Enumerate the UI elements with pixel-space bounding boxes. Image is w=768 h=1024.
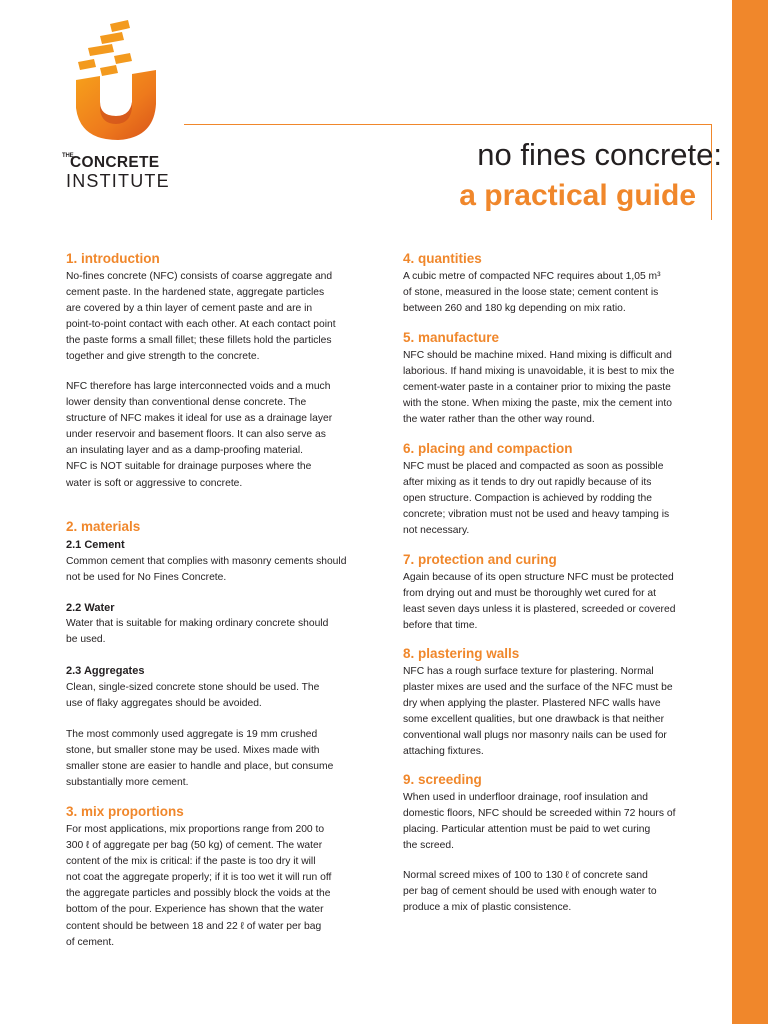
logo-concrete-text: CONCRETE: [70, 154, 160, 171]
screeding-paragraph-2: Normal screed mixes of 100 to 130 ℓ of concrete sand per bag of cement should be used with enough water to produce a mix of plastic consistence.: [403, 870, 657, 914]
document-title: no fines concrete:: [477, 137, 722, 172]
subheading-water: 2.2 Water: [66, 602, 115, 614]
section-heading-protection-curing: 7. protection and curing: [403, 552, 557, 567]
logo-institute-text: INSTITUTE: [66, 171, 170, 191]
orange-side-bar: [732, 0, 768, 1024]
manufacture-paragraph: NFC should be machine mixed. Hand mixing is difficult and laborious. If hand mixing is unavoidable, it is best to mix the cement-water paste in a container prior to mixing the paste with the stone. When mixing the paste, mix the cement into the water rather than the other way round.: [403, 350, 675, 426]
section-heading-plastering-walls: 8. plastering walls: [403, 646, 520, 661]
introduction-paragraph-2: NFC therefore has large interconnected voids and a much lower density than conventional dense concrete. The structure of NFC makes it ideal for use as a drainage layer under reservoir and basement floors. It can also serve as an insulating layer and as a damp-proofing material. NFC is NOT suitable for drainage purposes where the water is soft or aggressive to concrete.: [66, 381, 333, 489]
introduction-paragraph-1: No-fines concrete (NFC) consists of coarse aggregate and cement paste. In the hardened state, aggregate particles are covered by a thin layer of cement paste and are in point-to-point contact with each other. At each contact point the paste forms a small fillet; these fillets hold the particles together and give strength to the concrete.: [66, 271, 336, 363]
document-subtitle: a practical guide: [459, 179, 696, 212]
logo-mark-icon: [70, 18, 180, 148]
logo-the-text: THE: [62, 153, 74, 159]
protection-curing-paragraph: Again because of its open structure NFC must be protected from drying out and must be thoroughly wet cured for at least seven days unless it is plastered, screeded or covered before that time.: [403, 572, 676, 632]
section-heading-placing-compaction: 6. placing and compaction: [403, 441, 573, 456]
section-heading-manufacture: 5. manufacture: [403, 330, 500, 345]
screeding-paragraph-1: When used in underfloor drainage, roof insulation and domestic floors, NFC should be screeded within 72 hours of placing. Particular attention must be paid to wet curing the screed.: [403, 792, 676, 852]
aggregates-paragraph-2: The most commonly used aggregate is 19 mm crushed stone, but smaller stone may be used. Mixes made with smaller stone are easier to handle and place, but consume substantially more cement.: [66, 729, 334, 789]
subheading-aggregates: 2.3 Aggregates: [66, 665, 145, 677]
section-heading-screeding: 9. screeding: [403, 772, 482, 787]
cement-paragraph: Common cement that complies with masonry cements should not be used for No Fines Concrete.: [66, 556, 347, 584]
placing-compaction-paragraph: NFC must be placed and compacted as soon as possible after mixing as it tends to dry out rapidly because of its open structure. Compaction is achieved by rodding the concrete; vibration must not be used and heavy tamping is not necessary.: [403, 461, 670, 537]
quantities-paragraph: A cubic metre of compacted NFC requires about 1,05 m³ of stone, measured in the loose state; cement content is between 260 and 180 kg depending on mix ratio.: [403, 271, 661, 315]
section-heading-introduction: 1. introduction: [66, 251, 160, 266]
mix-proportions-paragraph: For most applications, mix proportions range from 200 to 300 ℓ of aggregate per bag (50 kg) of cement. The water content of the mix is critical: if the paste is too dry it will not coat the aggregate properly; if it is too wet it will run off the aggregate particles and possibly block the voids at the bottom of the pour. Experience has shown that the water content should be between 18 and 22 ℓ of water per bag of cement.: [66, 824, 332, 948]
aggregates-paragraph-1: Clean, single-sized concrete stone should be used. The use of flaky aggregates should be avoided.: [66, 682, 320, 710]
section-heading-mix-proportions: 3. mix proportions: [66, 804, 184, 819]
plastering-walls-paragraph: NFC has a rough surface texture for plastering. Normal plaster mixes are used and the surface of the NFC must be dry when applying the plaster. Plastered NFC walls have some excellent qualities, but one drawback is that neither conventional wall plugs nor masonry nails can be used for attaching fixtures.: [403, 666, 673, 758]
section-heading-materials: 2. materials: [66, 519, 141, 534]
subheading-cement: 2.1 Cement: [66, 539, 125, 551]
concrete-institute-logo: [60, 18, 180, 191]
water-paragraph: Water that is suitable for making ordinary concrete should be used.: [66, 618, 329, 646]
section-heading-quantities: 4. quantities: [403, 251, 482, 266]
